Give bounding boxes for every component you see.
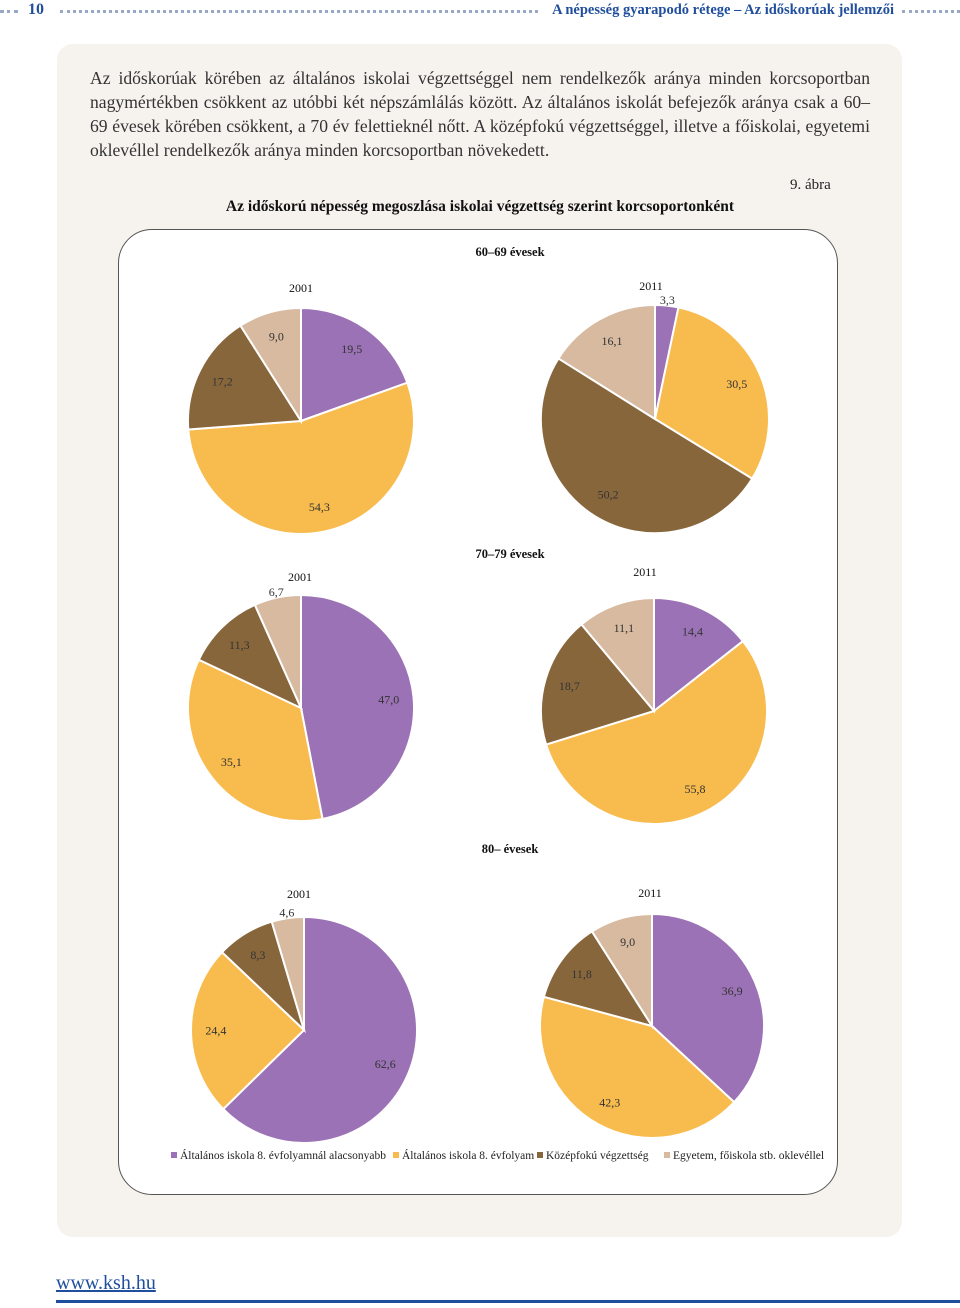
legend-swatch	[171, 1152, 177, 1158]
slice-value-label: 42,3	[599, 1095, 621, 1110]
pie-year-label: 2011	[638, 886, 662, 900]
slice-value-label: 16,1	[601, 334, 623, 349]
slice-value-label: 18,7	[558, 679, 580, 694]
pie-year-label: 2011	[639, 279, 663, 293]
slice-value-label: 14,4	[682, 624, 703, 639]
slice-value-label: 4,6	[279, 905, 295, 920]
pie-year-label: 2001	[287, 887, 311, 901]
slice-value-label: 30,5	[726, 376, 748, 391]
legend-item: Általános iskola 8. évfolyamnál alacsonyabb	[180, 1150, 386, 1162]
slice-value-label: 8,3	[250, 947, 266, 962]
figure-title: Az időskorú népesség megoszlása iskolai végzettség szerint korcsoportonként	[225, 198, 735, 215]
group-title: 60–69 évesek	[475, 245, 545, 259]
legend-swatch	[393, 1152, 399, 1158]
slice-value-label: 54,3	[308, 500, 330, 515]
slice-value-label: 11,8	[571, 967, 592, 982]
slice-value-label: 55,8	[684, 782, 706, 796]
legend-item: Középfokú végzettség	[546, 1150, 649, 1162]
figure-label: 9. ábra	[790, 177, 831, 193]
page-number: 10	[28, 1, 44, 18]
slice-value-label: 47,0	[378, 692, 400, 707]
slice-value-label: 11,3	[229, 638, 250, 652]
slice-value-label: 62,6	[374, 1057, 396, 1072]
slice-value-label: 50,2	[597, 487, 619, 502]
footer-link[interactable]: www.ksh.hu	[56, 1272, 156, 1294]
pie-year-label: 2001	[288, 570, 312, 584]
slice-value-label: 3,3	[659, 292, 675, 307]
header-title: A népesség gyarapodó rétege – Az időskorúak jellemzői	[552, 2, 894, 18]
footer-rule	[56, 1300, 960, 1303]
intro-paragraph: Az időskorúak körében az általános iskolai végzettséggel nem rendelkezők aránya minden korcsoportban nagymértékben csökkent az utóbbi két népszámlálás között. Az általános iskolát befejezők aránya csak a 60–69 évesek körében csökkent, a 70 év felettieknél nőtt. A középfokú végzettséggel, illetve a főiskolai, egyetemi oklevéllel rendelkezők aránya minden korcsoportban növekedett.	[90, 68, 870, 160]
slice-value-label: 9,0	[620, 935, 636, 950]
pie-year-label: 2011	[633, 565, 657, 579]
slice-value-label: 11,1	[613, 621, 635, 636]
slice-value-label: 6,7	[268, 585, 284, 599]
slice-value-label: 24,4	[205, 1023, 227, 1038]
header-dotted-rule-right	[902, 10, 960, 13]
page-header	[0, 0, 960, 22]
chart-frame	[118, 229, 838, 1195]
legend-swatch	[537, 1152, 543, 1158]
group-title: 70–79 évesek	[475, 547, 545, 561]
pie-slice	[301, 595, 414, 819]
group-title: 80– évesek	[481, 842, 539, 856]
header-dotted-rule-middle	[60, 10, 538, 13]
slice-value-label: 36,9	[721, 984, 743, 999]
slice-value-label: 35,1	[220, 755, 242, 770]
slice-value-label: 17,2	[211, 374, 233, 389]
slice-value-label: 19,5	[341, 341, 363, 356]
legend-item: Egyetem, főiskola stb. oklevéllel	[673, 1150, 825, 1162]
legend-item: Általános iskola 8. évfolyam	[402, 1150, 535, 1162]
pie-charts	[119, 230, 839, 1196]
legend-swatch	[664, 1152, 670, 1158]
header-dotted-rule-left	[0, 10, 18, 13]
slice-value-label: 9,0	[268, 329, 284, 344]
pie-year-label: 2001	[289, 281, 313, 295]
